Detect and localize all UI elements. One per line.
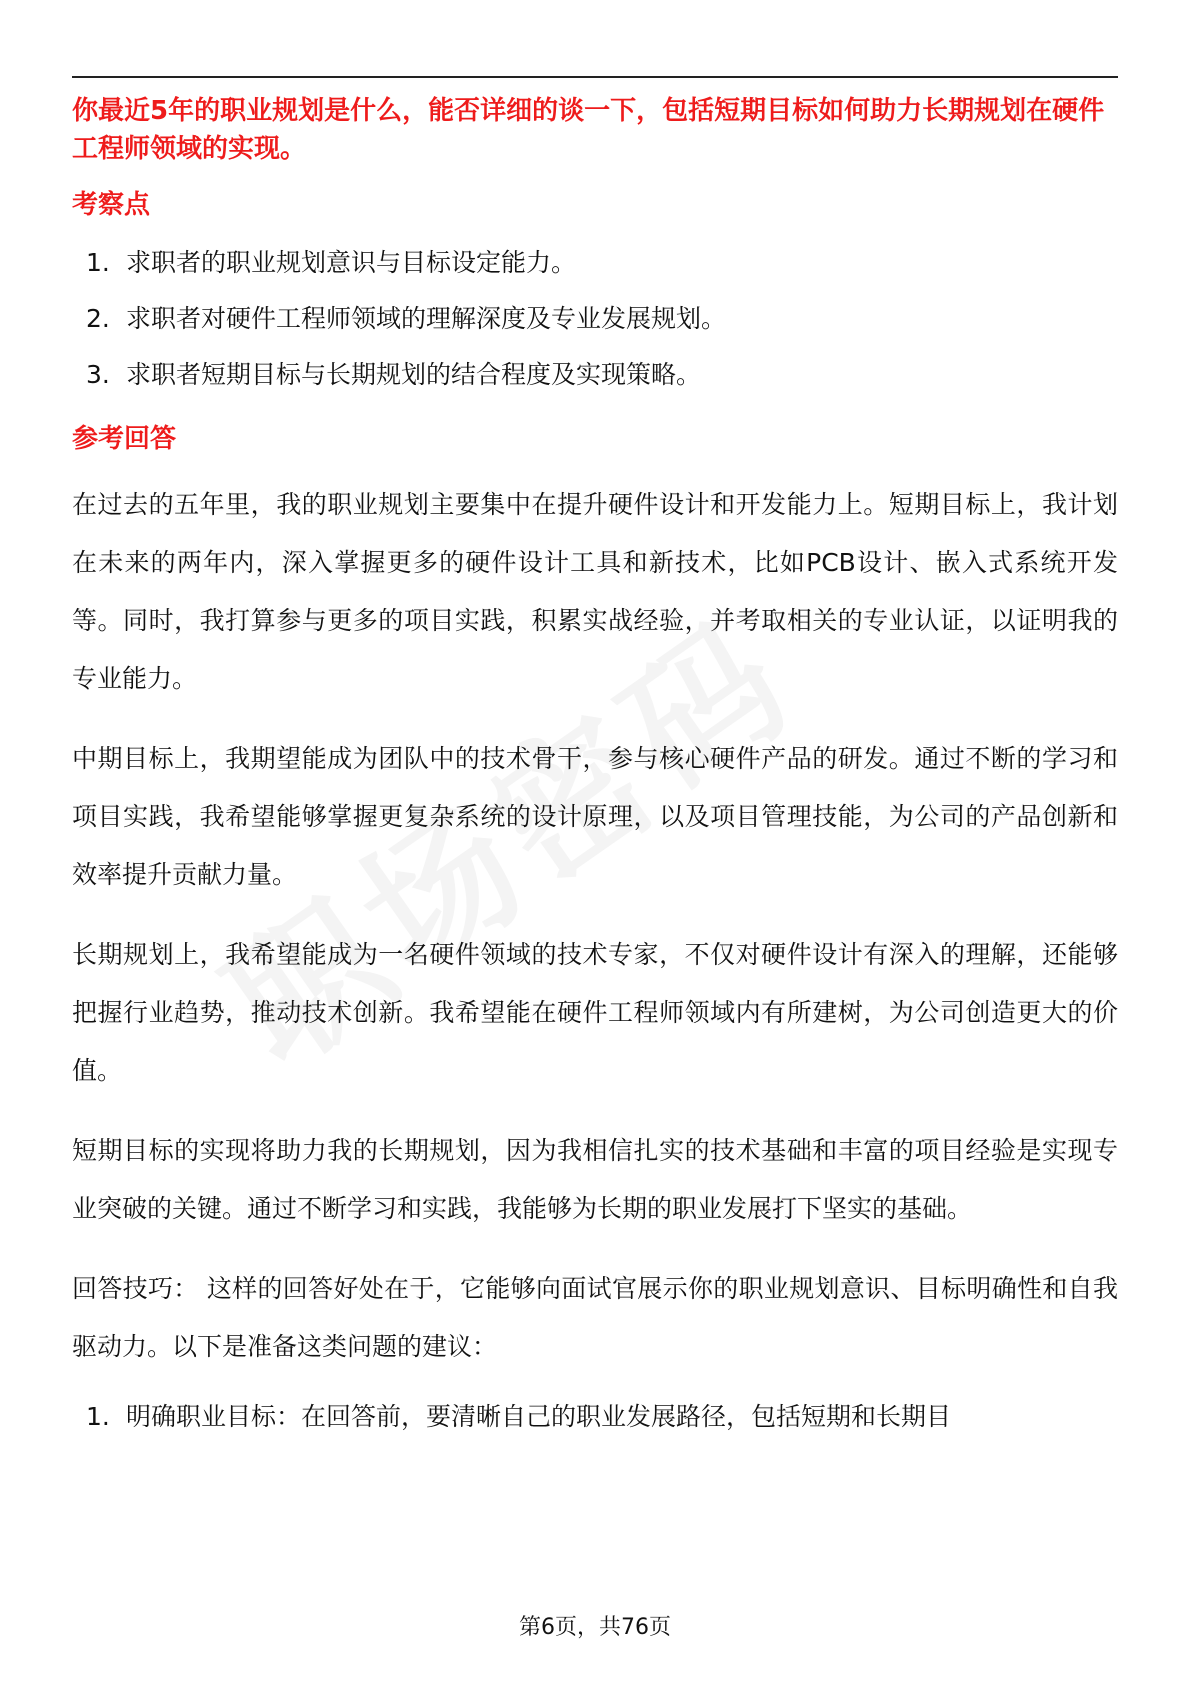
answer-paragraph-3: 长期规划上，我希望能成为一名硬件领域的技术专家，不仅对硬件设计有深入的理解，还能够把握行业趋势，推动技术创新。我希望能在硬件工程师领域内有所建树，为公司创造更大的价值。	[72, 940, 1118, 1085]
heading-points: 考察点	[72, 190, 151, 220]
list-number: 3.	[86, 360, 110, 389]
heading-answer: 参考回答	[72, 424, 177, 454]
points-list	[72, 244, 1118, 394]
answer-paragraph-2: 中期目标上，我期望能成为团队中的技术骨干，参与核心硬件产品的研发。通过不断的学习和项目实践，我希望能够掌握更复杂系统的设计原理，以及项目管理技能，为公司的产品创新和效率提升贡献力量。	[72, 744, 1118, 889]
list-number: 2.	[86, 304, 110, 333]
answer-paragraph-4: 短期目标的实现将助力我的长期规划，因为我相信扎实的技术基础和丰富的项目经验是实现专业突破的关键。通过不断学习和实践，我能够为长期的职业发展打下坚实的基础。	[72, 1136, 1118, 1223]
list-item	[72, 1398, 1118, 1436]
list-number: 1.	[86, 248, 110, 277]
question-title: 你最近5年的职业规划是什么，能否详细的谈一下，包括短期目标如何助力长期规划在硬件工程师领域的实现。	[72, 96, 1105, 164]
answer-paragraph-1: 在过去的五年里，我的职业规划主要集中在提升硬件设计和开发能力上。短期目标上，我计划在未来的两年内，深入掌握更多的硬件设计工具和新技术，比如PCB设计、嵌入式系统开发等。同时，我打算参与更多的项目实践，积累实战经验，并考取相关的专业认证，以证明我的专业能力。	[72, 490, 1118, 693]
list-text: 求职者短期目标与长期规划的结合程度及实现策略。	[126, 360, 702, 389]
list-text: 求职者对硬件工程师领域的理解深度及专业发展规划。	[126, 304, 727, 333]
list-item	[72, 356, 1118, 394]
list-number: 1.	[86, 1402, 110, 1431]
list-item	[72, 300, 1118, 338]
content	[72, 92, 1118, 1436]
tips-list	[72, 1398, 1118, 1436]
list-text: 求职者的职业规划意识与目标设定能力。	[126, 248, 577, 277]
list-item	[72, 244, 1118, 282]
page-footer: 第6页，共76页	[519, 1615, 671, 1640]
list-text: 明确职业目标：在回答前，要清晰自己的职业发展路径，包括短期和长期目	[126, 1402, 952, 1431]
top-rule	[72, 76, 1118, 78]
answer-tips-intro: 回答技巧： 这样的回答好处在于，它能够向面试官展示你的职业规划意识、目标明确性和自我驱动力。以下是准备这类问题的建议：	[72, 1274, 1118, 1361]
